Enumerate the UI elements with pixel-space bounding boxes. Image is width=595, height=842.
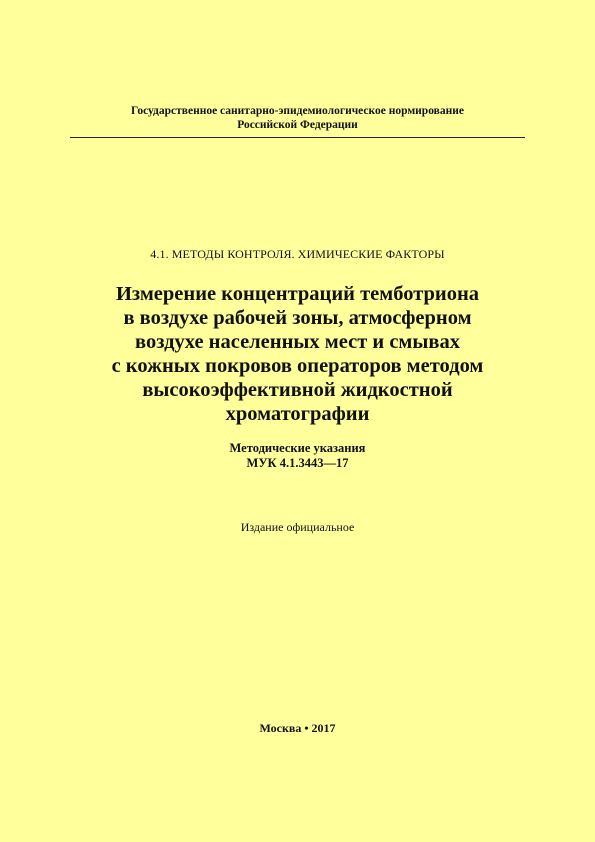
ministry-line-1: Государственное санитарно-эпидемиологическое нормирование <box>131 105 464 117</box>
title-line: с кожных покровов операторов методом <box>111 355 484 377</box>
ministry-header <box>70 104 525 132</box>
guidelines-block <box>60 441 535 471</box>
document-title <box>60 282 535 426</box>
guidelines-type: Методические указания <box>229 441 366 455</box>
title-line: Измерение концентраций темботриона <box>115 283 480 305</box>
header-divider <box>70 137 525 138</box>
title-line: воздухе населенных мест и смывах <box>135 331 460 353</box>
section-heading: 4.1. МЕТОДЫ КОНТРОЛЯ. ХИМИЧЕСКИЕ ФАКТОРЫ <box>150 247 445 261</box>
title-line: в воздухе рабочей зоны, атмосферном <box>123 307 472 329</box>
guidelines-code: МУК 4.1.3443—17 <box>246 456 349 470</box>
place-year: Москва • 2017 <box>259 721 336 735</box>
title-line: хроматографии <box>225 403 370 425</box>
edition-label: Издание официальное <box>240 520 355 534</box>
ministry-line-2: Российской Федерации <box>237 119 358 131</box>
title-line: высокоэффективной жидкостной <box>142 379 453 401</box>
